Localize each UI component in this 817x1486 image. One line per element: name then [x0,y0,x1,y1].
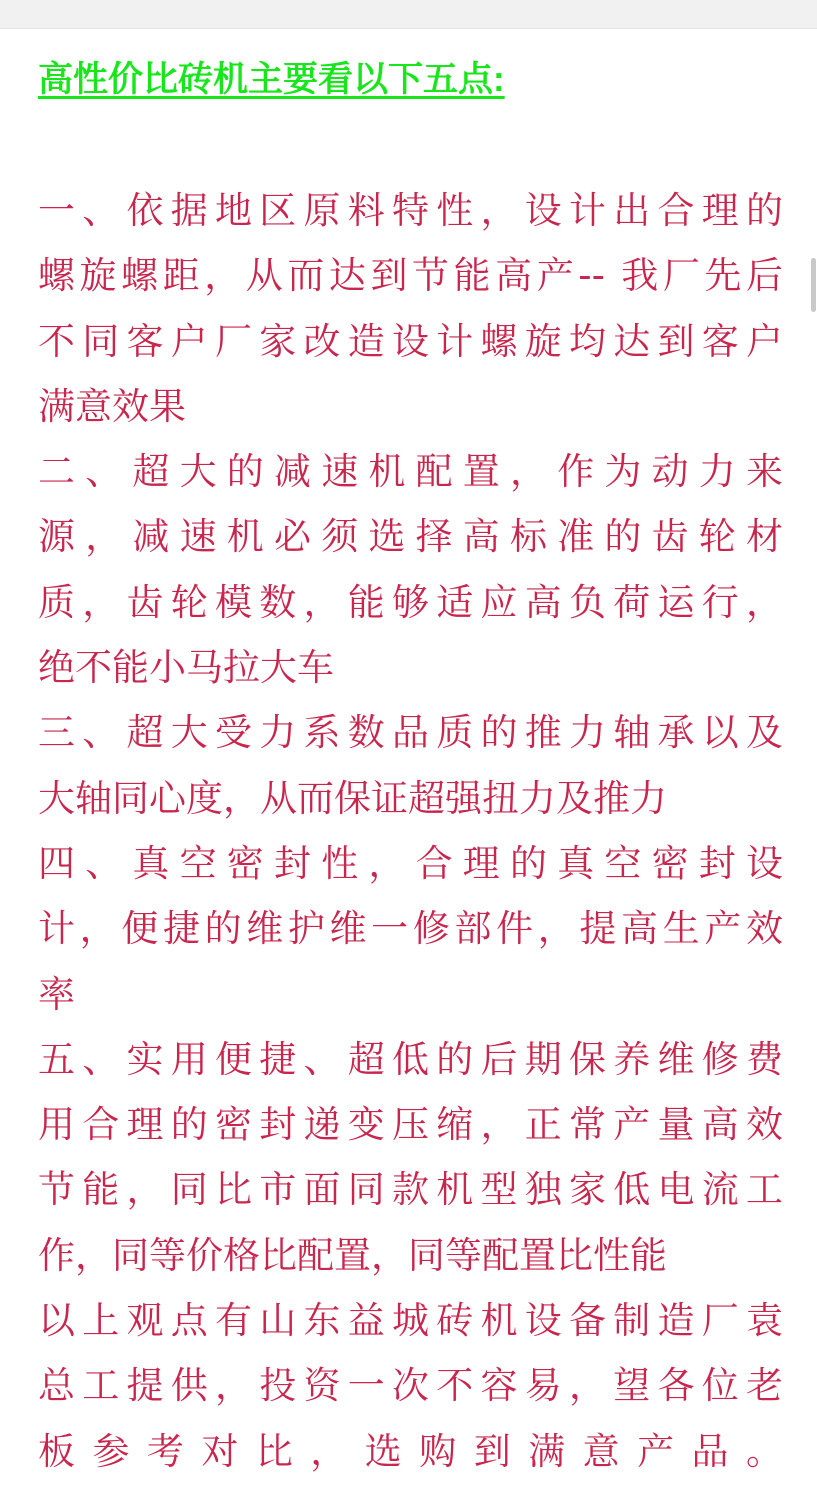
body-line: 二、超大的减速机配置，作为动力来 [38,450,783,494]
article-heading: 高性价比砖机主要看以下五点: [38,60,505,99]
body-line: 三、超大受力系数品质的推力轴承以及 [38,711,783,755]
body-line: 五、实用便捷、超低的后期保养维修费 [38,1037,783,1081]
scrollbar[interactable] [811,258,816,312]
browser-top-bar [0,0,817,29]
body-line: 总工提供，投资一次不容易，望各位老 [38,1364,783,1408]
body-line: 大轴同心度，从而保证超强扭力及推力 [38,776,667,820]
body-line: 一、依据地区原料特性，设计出合理的 [38,189,783,232]
body-line: 板参考对比，选购到满意产品。 [38,1429,783,1473]
body-line: 四、真空密封性，合理的真空密封设 [38,841,783,885]
body-line: 以上观点有山东益城砖机设备制造厂袁 [38,1299,783,1343]
body-line: 作，同等价格比配置，同等配置比性能 [38,1233,667,1277]
body-line: 满意效果 [38,384,186,428]
body-line: 节能，同比市面同款机型独家低电流工 [38,1168,783,1212]
body-line: 绝不能小马拉大车 [38,646,334,690]
body-line: 率 [38,972,75,1016]
body-line: 源，减速机必须选择高标准的齿轮材 [38,515,783,559]
body-line: 质，齿轮模数，能够适应高负荷运行， [38,580,783,624]
body-line: 螺旋螺距，从而达到节能高产-- 我厂先后 [38,254,783,298]
article-body [38,180,783,1486]
body-line: 不同客户厂家改造设计螺旋均达到客户 [38,319,783,363]
body-line: 计，便捷的维护维一修部件，提高生产效 [38,907,783,951]
body-line: 用合理的密封递变压缩，正常产量高效 [38,1103,783,1147]
